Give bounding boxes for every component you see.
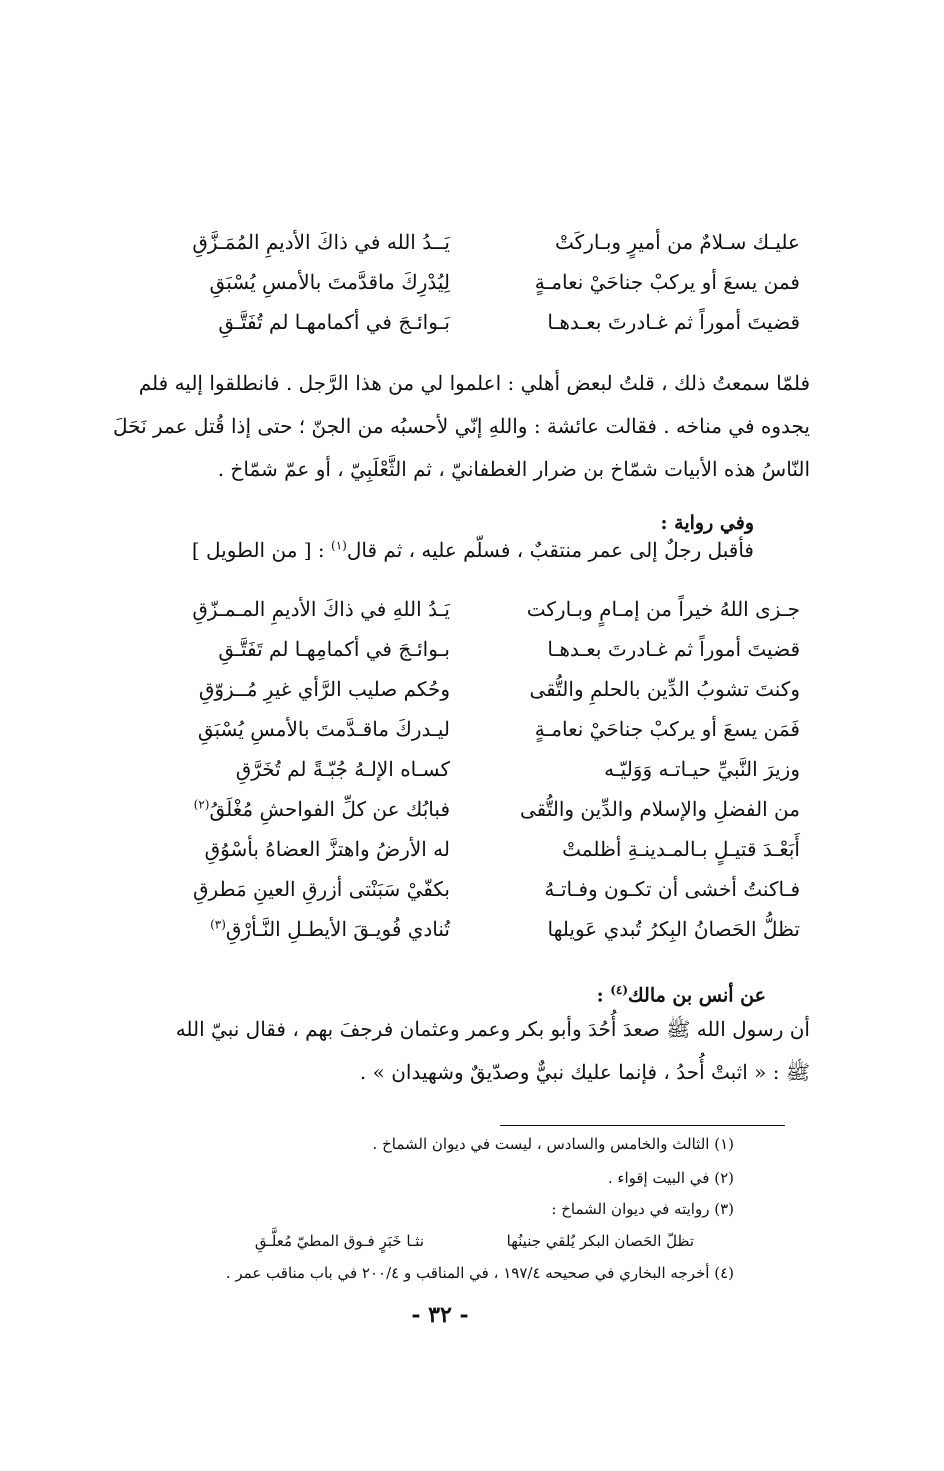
footnote-ref: (١)	[331, 538, 347, 553]
hadith-paragraph	[110, 1008, 810, 1094]
verse-second-hemistich: ليـدركَ ماقـدَّمتَ بالأمسِ يُسْبَقِ	[197, 717, 450, 741]
footnote-ref: (٤)	[610, 983, 629, 997]
footnote-verse-second: نثـا خَبَرٍ فـوق المطيّ مُعلَّـقِ	[254, 1232, 424, 1250]
verse-first-hemistich: وزيرَ النَّبيِّ حيـاتـه وَوَليّـه	[604, 757, 800, 781]
verse-row	[150, 829, 800, 869]
verse-first-hemistich: من الفضلِ والإسلام والدِّين والتُّقى	[519, 797, 800, 821]
poem-1	[150, 222, 800, 342]
verse-first-hemistich: قضيتَ أموراً ثم غـادرتَ بعـدهـا	[547, 310, 800, 334]
verse-first-hemistich: عليـك سـلامٌ من أميرٍ وبـاركَتْ	[555, 230, 800, 254]
paragraph-line: يجدوه في مناخه . فقالت عائشة : واللهِ إنّي لأحسبُه من الجنّ ؛ حتى إذا قُتل عمر نَحَلَ	[113, 414, 810, 438]
verse-second-hemistich	[150, 917, 450, 941]
paragraph-line: فلمّا سمعتُ ذلك ، قلتُ لبعض أهلي : اعلموا لي من هذا الرَّجل . فانطلقوا إليه فلم	[138, 371, 810, 395]
footnote-1: (١) الثالث والخامس والسادس ، ليست في ديوان الشماخ .	[372, 1135, 734, 1153]
verse-first-hemistich: قضيتَ أموراً ثم غـادرتَ بعـدهـا	[547, 637, 800, 661]
verse-first-hemistich: فـاكنتُ أخشى أن تكـون وفـاتـهُ	[544, 877, 800, 901]
verse-second-hemistich: له الأرضُ واهتزَّ العضاهُ بأسْوُقِ	[204, 837, 450, 861]
paragraph-line: النّاسُ هذه الأبيات شمّاخ بن ضرار الغطفانيّ ، ثم الثَّعْلَبِيّ ، أو عمّ شمّاخ .	[217, 457, 810, 481]
verse-first-hemistich: تظلُّ الحَصانُ البِكرُ تُبدي عَويلها	[547, 917, 800, 941]
anas-colon: :	[596, 984, 604, 1007]
hemistich-text: فبابُك عن كلِّ الفواحشِ مُغْلَقُ	[209, 797, 450, 821]
verse-second-hemistich: كسـاه الإلـهُ جُبّـةً لم تُخَرَّقِ	[235, 757, 450, 781]
verse-second-hemistich	[150, 797, 450, 821]
footnote-4: (٤) أخرجه البخاري في صحيحه ١٩٧/٤ ، في المناقب و ٢٠٠/٤ في باب مناقب عمر .	[225, 1264, 734, 1282]
riwaya-intro-line	[192, 538, 754, 562]
riwaya-label: وفي رواية :	[660, 512, 754, 534]
narrative-paragraph	[110, 362, 810, 491]
verse-first-hemistich: جـزى اللهُ خيراً من إمـامٍ وبـاركت	[526, 597, 800, 621]
page-number: - ٣٢ -	[411, 1302, 469, 1328]
verse-second-hemistich: بَـوائـجَ في أكمامهـا لم تُفَتَّـقِ	[218, 310, 450, 334]
verse-row	[150, 789, 800, 829]
footnote-3: (٣) روايته في ديوان الشماخ :	[551, 1200, 734, 1218]
verse-row	[150, 869, 800, 909]
footnote-verse-first: تظلّ الحَصان البكر يُلقي جنينُها	[506, 1232, 694, 1250]
footnote-2: (٢) في البيت إقواء .	[607, 1169, 734, 1187]
footnote-ref: (٣)	[210, 917, 226, 932]
paragraph-line: ﷺ : « اثبتْ أُحدُ ، فإنما عليك نبيٌّ وصدّيقٌ وشهيدان » .	[359, 1060, 810, 1084]
verse-row	[150, 709, 800, 749]
verse-second-hemistich: لِيُدْرِكَ ماقدَّمتَ بالأمسِ يُسْبَقِ	[209, 270, 450, 294]
verse-row	[150, 589, 800, 629]
verse-second-hemistich: بـوائـجَ في أكمامِهـا لم تَفَتَّـقِ	[218, 637, 450, 661]
verse-row	[150, 629, 800, 669]
paragraph-line: أن رسول الله ﷺ صعدَ أُحُدَ وأبو بكر وعمر وعثمان فرجفَ بهم ، فقال نبيّ الله	[175, 1017, 810, 1041]
meter-label: : [ من الطويل ]	[191, 538, 325, 562]
verse-row	[150, 262, 800, 302]
verse-second-hemistich: بكفّيْ سَبَنْتى أزرقِ العينِ مَطرقِ	[193, 877, 450, 901]
verse-second-hemistich: وحُكم صليب الرَّأي غيرِ مُــزوّقِ	[198, 677, 450, 701]
anas-label-line	[597, 983, 766, 1006]
verse-second-hemistich: يَـدُ اللهِ في ذاكَ الأديمِ المـمـزّقِ	[192, 597, 450, 621]
verse-first-hemistich: أَبَعْـدَ قتيـلٍ بـالمـدينـةِ أظلمتْ	[562, 837, 800, 861]
poem-2	[150, 589, 800, 949]
verse-row	[150, 222, 800, 262]
verse-second-hemistich: يَــدُ الله في ذاكَ الأديمِ المُمَـزَّقِ	[192, 230, 450, 254]
verse-row	[150, 669, 800, 709]
verse-first-hemistich: فَمَن يسعَ أو يركبْ جناحَيْ نعامـةٍ	[534, 717, 800, 741]
verse-row	[150, 749, 800, 789]
riwaya-intro: فأقبل رجلٌ إلى عمر منتقبٌ ، فسلّم عليه ، ثم قال	[346, 538, 754, 562]
footnote-ref: (٢)	[193, 797, 210, 812]
anas-label: عن أنس بن مالك	[628, 984, 766, 1007]
hemistich-text: تُنادي فُويـقَ الأيطـلِ النَّـأرْقِ	[225, 917, 450, 941]
verse-row	[150, 909, 800, 949]
verse-first-hemistich: وكنتَ تشوبُ الدِّين بالحلمِ والتُّقى	[529, 677, 800, 701]
verse-first-hemistich: فمن يسعَ أو يركبْ جناحَيْ نعامـةٍ	[534, 270, 800, 294]
footnote-divider	[500, 1125, 785, 1126]
verse-row	[150, 302, 800, 342]
